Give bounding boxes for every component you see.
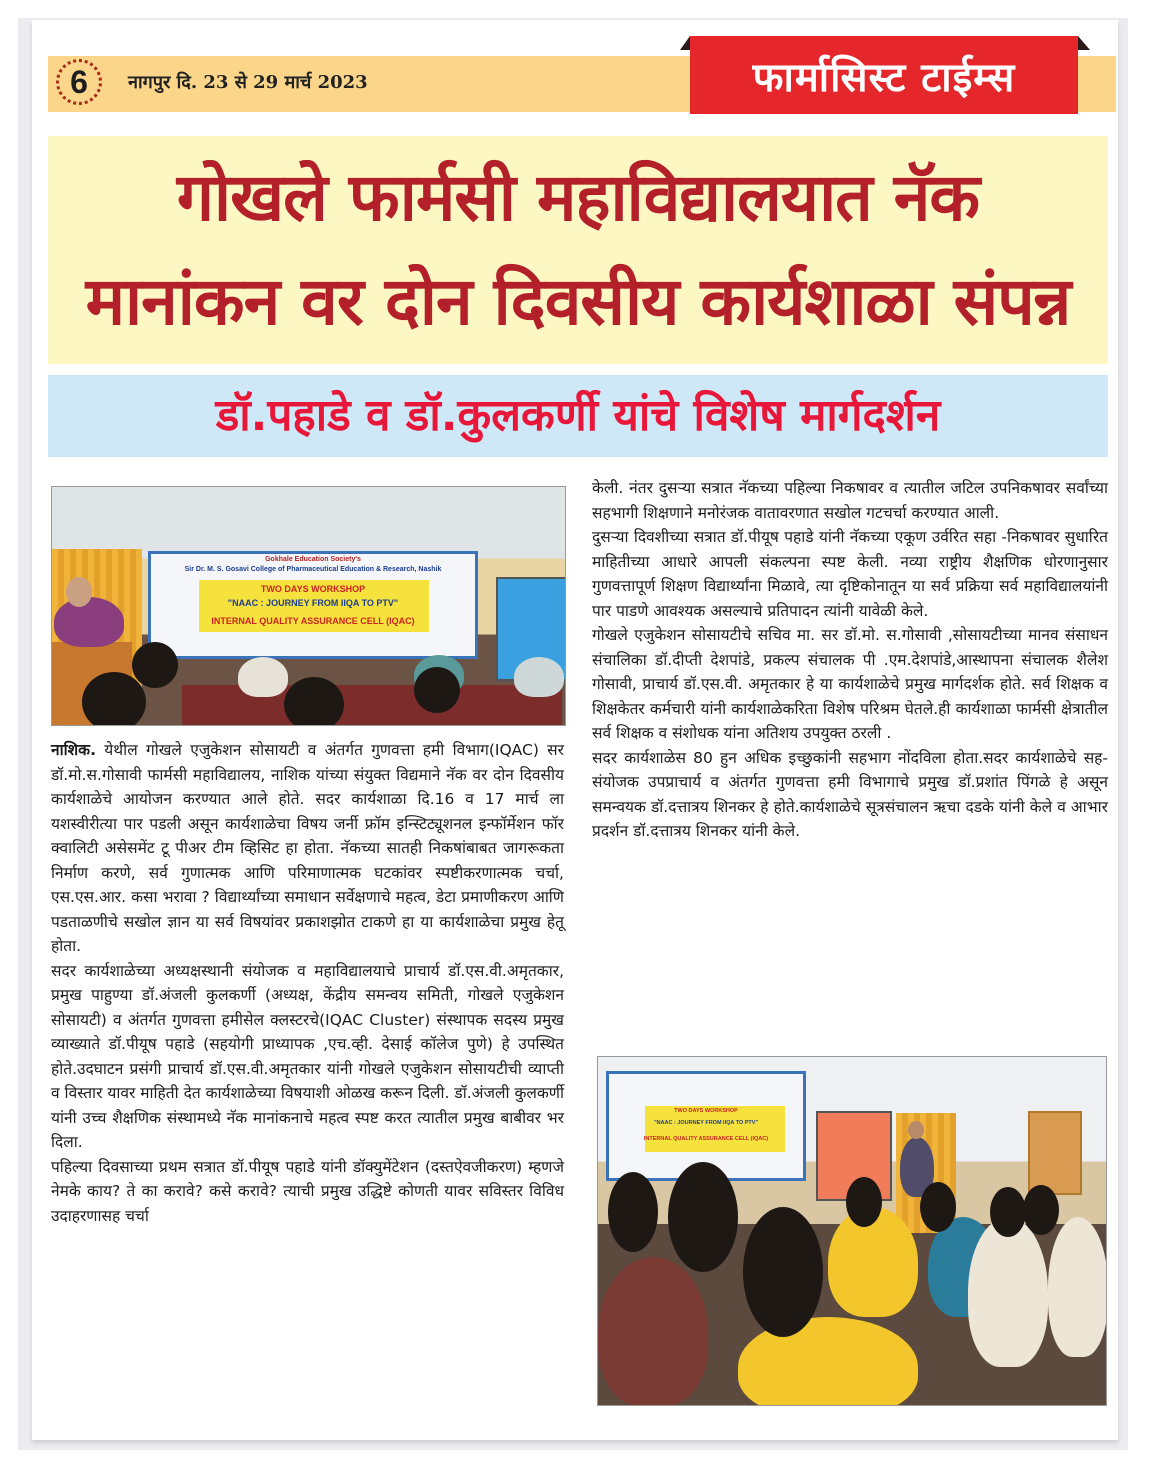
masthead-fold-right — [1078, 36, 1090, 50]
paragraph: गोखले एजुकेशन सोसायटीचे सचिव मा. सर डॉ.मो. स.गोसावी ,सोसायटीच्या मानव संसाधन संचालिका डॉ.दीप्ती देशपांडे, प्रकल्प संचालक पी .एम.देशपांडे,आस्थापना संचालक शैलेश गोसावी, प्राचार्य डॉ.एस.वी. अमृतकार हे या कार्यशाळेचे प्रमुख मार्गदर्शक होते. सर्व शिक्षक व शिक्षकेतर कर्मचारी यांनी कार्यशाळेकरिता विशेष परिश्रम घेतले.ही कार्यशाळा फार्मसी क्षेत्रातील सर्व शिक्षक व संशोधक यांना अतिशय उपयुक्त ठरली . — [592, 626, 1108, 742]
presenter-head — [908, 1121, 924, 1139]
audience-head — [608, 1172, 658, 1252]
banner-line-1: Gokhale Education Society's — [265, 556, 361, 563]
banner-line-4: "NAAC : JOURNEY FROM IIQA TO PTV" — [227, 598, 399, 608]
audience-head — [284, 677, 344, 726]
paragraph: सदर कार्यशाळेस 80 हुन अधिक इच्छुकांनी सहभाग नोंदविला होता.सदर कार्यशाळेचे सह-संयोजक उपप्राचार्य व अंतर्गत गुणवत्ता हमी विभागाचे प्रमुख डॉ.प्रशांत पिंगळे हे असून समन्वयक डॉ.दत्तात्रय शिनकर हे होते.कार्यशाळेचे सूत्रसंचालन ऋचा दडके यांनी केले व आभार प्रदर्शन डॉ.दत्तात्रय शिनकर यांनी केले. — [592, 748, 1108, 840]
article-right-column — [592, 476, 1108, 844]
article-dateline: नाशिक. — [51, 741, 96, 759]
audience-head — [920, 1182, 956, 1232]
headline-line-2: मानांकन वर दोन दिवसीय कार्यशाळा संपन्न — [85, 263, 1071, 340]
issue-dateline: नागपुर दि. 23 से 29 मार्च 2023 — [128, 72, 368, 93]
masthead-title: फार्मासिस्ट टाईम्स — [690, 36, 1078, 114]
framed-picture — [1028, 1111, 1082, 1195]
guest-3 — [514, 657, 564, 697]
audience-member — [1048, 1217, 1107, 1357]
banner-line-2: "NAAC : JOURNEY FROM IIQA TO PTV" — [653, 1120, 759, 1126]
page-number-badge: 6 — [56, 59, 102, 105]
audience-head — [132, 642, 178, 688]
guest-1 — [238, 657, 288, 697]
audience-head — [846, 1177, 882, 1227]
headline — [48, 146, 1108, 354]
masthead-fold-left — [680, 36, 690, 50]
audience-head — [743, 1207, 823, 1337]
article-left-column — [51, 738, 564, 1228]
paragraph — [51, 738, 564, 959]
banner-line-3: INTERNAL QUALITY ASSURANCE CELL (IQAC) — [643, 1136, 769, 1142]
audience-head — [990, 1187, 1026, 1237]
photo-workshop-audience — [597, 1056, 1107, 1406]
dais-table — [182, 685, 562, 725]
workshop-banner — [148, 551, 478, 659]
audience-head — [82, 672, 146, 726]
paragraph-text: येथील गोखले एजुकेशन सोसायटी व अंतर्गत गुणवत्ता हमी विभाग(IQAC) सर डॉ.मो.स.गोसावी फार्मसी महाविद्यालय, नाशिक यांच्या संयुक्त विद्यमाने नॅक वर दोन दिवसीय कार्यशाळेचे आयोजन करण्यात आले होते. सदर कार्यशाळा दि.16 व 17 मार्च ला यशस्वीरीत्या पार पडली असून कार्यशाळेचा विषय जर्नी फ्रॉम इन्स्टिट्यूशनल इन्फॉर्मेशन फॉर क्वालिटी असेसमेंट टू पीअर टीम व्हिसिट हा होता. नॅकच्या सातही निकषांबाबत जागरूकता निर्माण करणे, सर्व गुणात्मक आणि परिमाणात्मक घटकांवर स्पष्टीकरणात्मक चर्चा, एस.एस.आर. कसा भरावा ? विद्यार्थ्यांच्या समाधान सर्वेक्षणाचे महत्व, डेटा प्रमाणीकरण आणि पडताळणीचे सखोल ज्ञान या सर्व विषयांवर प्रकाशझोत टाकणे हा या कार्यशाळेचा प्रमुख हेतू होता. — [51, 741, 564, 955]
paragraph: सदर कार्यशाळेच्या अध्यक्षस्थानी संयोजक व महाविद्यालयाचे प्राचार्य डॉ.एस.वी.अमृतकार, प्रमुख पाहुण्या डॉ.अंजली कुलकर्णी (अध्यक्ष, केंद्रीय समन्वय समिती, गोखले एजुकेशन सोसायटी) व अंतर्गत गुणवत्ता हमीसेल क्लस्टरचे(IQAC Cluster) संस्थापक सदस्य प्रमुख व्याख्याते डॉ.पीयूष पहाडे (सहयोगी प्राध्यापक ,एच.व्ही. देसाई कॉलेज पुणे) हे उपस्थित होते.उदघाटन प्रसंगी प्राचार्य डॉ.एस.वी.अमृतकार यांनी गोखले एजुकेशन सोसायटीची व्याप्ती व विस्तार यावर माहिती देत कार्यशाळेच्या विषयाशी ओळख करून दिली. डॉ.अंजली कुलकर्णी यांनी उच्च शैक्षणिक संस्थामध्ये नॅक मानांकनाचे महत्व स्पष्ट करत त्यातील प्रमुख बाबीवर भर दिला. — [51, 961, 564, 1151]
audience-member — [598, 1257, 708, 1406]
paragraph: पहिल्या दिवसाच्या प्रथम सत्रात डॉ.पीयूष पहाडे यांनी डॉक्युमेंटेशन (दस्तऐवजीकरण) म्हणजे नेमके काय? ते का करावे? कसे करावे? त्याची प्रमुख उद्धिष्टे कोणती यावर सविस्तर विविध उदाहरणासह चर्चा — [51, 1157, 564, 1225]
photo-workshop-stage — [51, 486, 566, 726]
audience-head — [668, 1162, 738, 1272]
paragraph: दुसऱ्या दिवशीच्या सत्रात डॉ.पीयूष पहाडे यांनी नॅकच्या एकूण उर्वरित सहा -निकषावर सुधारित माहितीच्या आधारे आपली संकल्पना स्पष्ट केली. नव्या राष्ट्रीय शैक्षणिक धोरणानुसार गुणवत्तापूर्ण शिक्षण विद्यार्थ्यांना मिळावे, त्या दृष्टिकोनातून या सर्व प्रक्रिया सर्व महाविद्यालयांनी पार पाडणे आवश्यक असल्याचे प्रतिपादन त्यांनी यावेळी केले. — [592, 528, 1108, 620]
audience-head — [414, 667, 460, 713]
speaker-head — [66, 577, 92, 607]
banner-line-5: INTERNAL QUALITY ASSURANCE CELL (IQAC) — [211, 616, 415, 626]
audience-head — [1023, 1185, 1059, 1235]
banner-line-1: TWO DAYS WORKSHOP — [674, 1108, 738, 1114]
audience-member — [968, 1217, 1048, 1367]
paragraph: केली. नंतर दुसऱ्या सत्रात नॅकच्या पहिल्या निकषावर व त्यातील जटिल उपनिकषावर सर्वांच्या सहभागी शिक्षणाने मनोरंजक वातावरणात सखोल गटचर्चा करण्यात आली. — [592, 479, 1108, 522]
banner-line-2: Sir Dr. M. S. Gosavi College of Pharmaceutical Education & Research, Nashik — [184, 566, 442, 573]
banner-line-3: TWO DAYS WORKSHOP — [260, 584, 366, 594]
speaker — [54, 597, 124, 647]
subheadline: डॉ.पहाडे व डॉ.कुलकर्णी यांचे विशेष मार्गदर्शन — [215, 390, 941, 441]
headline-line-1: गोखले फार्मसी महाविद्यालयात नॅक — [176, 159, 980, 236]
